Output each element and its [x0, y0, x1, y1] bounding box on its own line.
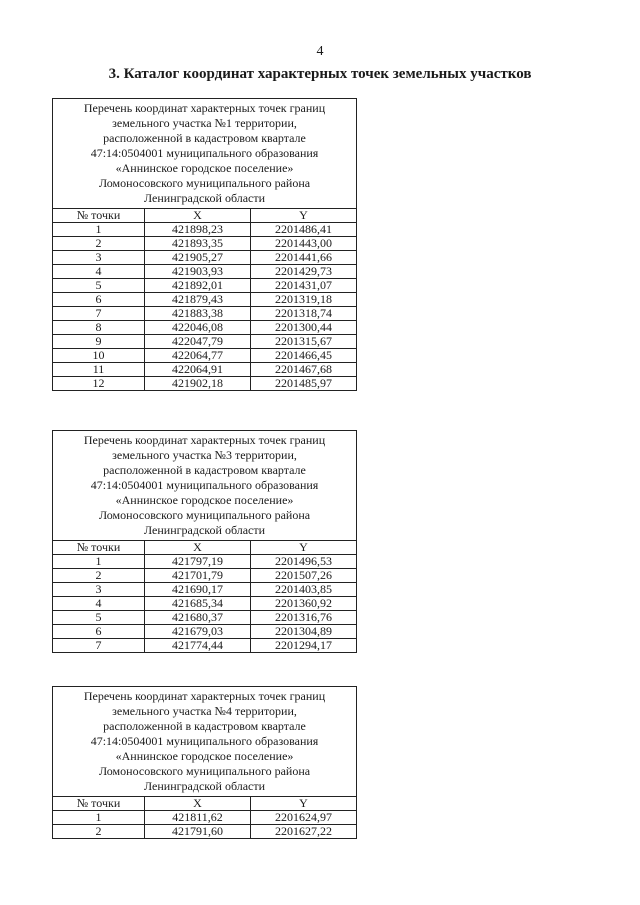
caption-line: земельного участка №4 территории,	[112, 704, 297, 718]
section-title: 3. Каталог координат характерных точек земельных участков	[108, 66, 532, 82]
y-coordinate-cell: 2201316,76	[251, 611, 357, 625]
x-coordinate-cell: 421701,79	[145, 569, 251, 583]
coordinates-table-plot-3	[52, 430, 357, 653]
page-number: 4	[316, 44, 324, 59]
x-coordinate-cell: 421679,03	[145, 625, 251, 639]
caption-line: расположенной в кадастровом квартале	[103, 719, 306, 733]
x-coordinate-cell: 422047,79	[145, 335, 251, 349]
caption-line: 47:14:0504001 муниципального образования	[90, 734, 319, 748]
table-row	[53, 293, 357, 307]
point-number-cell: 12	[53, 377, 145, 391]
x-coordinate-cell: 421905,27	[145, 251, 251, 265]
column-header-point: № точки	[53, 209, 145, 223]
table-row	[53, 611, 357, 625]
x-coordinate-cell: 421898,23	[145, 223, 251, 237]
table-row	[53, 363, 357, 377]
column-header-x: X	[145, 541, 251, 555]
point-number-cell: 1	[53, 223, 145, 237]
point-number-cell: 2	[53, 569, 145, 583]
caption-line: Перечень координат характерных точек границ	[83, 689, 326, 703]
x-coordinate-cell: 422064,77	[145, 349, 251, 363]
table-row	[53, 265, 357, 279]
table-row	[53, 825, 357, 839]
x-coordinate-cell: 422046,08	[145, 321, 251, 335]
y-coordinate-cell: 2201318,74	[251, 307, 357, 321]
y-coordinate-cell: 2201466,45	[251, 349, 357, 363]
column-header-point: № точки	[53, 541, 145, 555]
table-row	[53, 583, 357, 597]
column-header-x: X	[145, 209, 251, 223]
caption-line: земельного участка №1 территории,	[112, 116, 297, 130]
table-row	[53, 597, 357, 611]
caption-line: расположенной в кадастровом квартале	[103, 463, 306, 477]
table-row	[53, 569, 357, 583]
point-number-cell: 1	[53, 555, 145, 569]
y-coordinate-cell: 2201496,53	[251, 555, 357, 569]
column-header-x: X	[145, 797, 251, 811]
y-coordinate-cell: 2201304,89	[251, 625, 357, 639]
x-coordinate-cell: 421797,19	[145, 555, 251, 569]
caption-line: Ломоносовского муниципального района	[98, 764, 311, 778]
y-coordinate-cell: 2201315,67	[251, 335, 357, 349]
point-number-cell: 10	[53, 349, 145, 363]
y-coordinate-cell: 2201485,97	[251, 377, 357, 391]
table-row	[53, 321, 357, 335]
x-coordinate-cell: 421883,38	[145, 307, 251, 321]
y-coordinate-cell: 2201507,26	[251, 569, 357, 583]
y-coordinate-cell: 2201403,85	[251, 583, 357, 597]
point-number-cell: 8	[53, 321, 145, 335]
y-coordinate-cell: 2201627,22	[251, 825, 357, 839]
y-coordinate-cell: 2201431,07	[251, 279, 357, 293]
caption-line: «Аннинское городское поселение»	[115, 749, 294, 763]
table-body	[53, 223, 357, 391]
caption-line: «Аннинское городское поселение»	[115, 493, 294, 507]
caption-line: Перечень координат характерных точек границ	[83, 101, 326, 115]
table-caption	[53, 687, 357, 797]
caption-line: Ленинградской области	[143, 779, 266, 793]
column-header-y: Y	[251, 797, 357, 811]
x-coordinate-cell: 421690,17	[145, 583, 251, 597]
column-header-point: № точки	[53, 797, 145, 811]
x-coordinate-cell: 421902,18	[145, 377, 251, 391]
point-number-cell: 6	[53, 293, 145, 307]
y-coordinate-cell: 2201624,97	[251, 811, 357, 825]
caption-line: Ленинградской области	[143, 191, 266, 205]
y-coordinate-cell: 2201294,17	[251, 639, 357, 653]
y-coordinate-cell: 2201486,41	[251, 223, 357, 237]
caption-line: Перечень координат характерных точек границ	[83, 433, 326, 447]
coordinates-table-plot-4	[52, 686, 357, 839]
table-row	[53, 251, 357, 265]
x-coordinate-cell: 422064,91	[145, 363, 251, 377]
point-number-cell: 4	[53, 265, 145, 279]
column-header-y: Y	[251, 541, 357, 555]
caption-line: «Аннинское городское поселение»	[115, 161, 294, 175]
caption-line: Ломоносовского муниципального района	[98, 508, 311, 522]
table-row	[53, 377, 357, 391]
x-coordinate-cell: 421685,34	[145, 597, 251, 611]
table-caption	[53, 99, 357, 209]
caption-line: земельного участка №3 территории,	[112, 448, 297, 462]
caption-line: расположенной в кадастровом квартале	[103, 131, 306, 145]
caption-line: Ленинградской области	[143, 523, 266, 537]
y-coordinate-cell: 2201467,68	[251, 363, 357, 377]
table-row	[53, 335, 357, 349]
table-row	[53, 555, 357, 569]
table-row	[53, 625, 357, 639]
y-coordinate-cell: 2201300,44	[251, 321, 357, 335]
table-row	[53, 639, 357, 653]
point-number-cell: 2	[53, 825, 145, 839]
table-row	[53, 279, 357, 293]
x-coordinate-cell: 421893,35	[145, 237, 251, 251]
table-row	[53, 237, 357, 251]
point-number-cell: 11	[53, 363, 145, 377]
y-coordinate-cell: 2201429,73	[251, 265, 357, 279]
x-coordinate-cell: 421680,37	[145, 611, 251, 625]
point-number-cell: 9	[53, 335, 145, 349]
caption-line: 47:14:0504001 муниципального образования	[90, 478, 319, 492]
caption-line: Ломоносовского муниципального района	[98, 176, 311, 190]
y-coordinate-cell: 2201443,00	[251, 237, 357, 251]
x-coordinate-cell: 421892,01	[145, 279, 251, 293]
x-coordinate-cell: 421811,62	[145, 811, 251, 825]
coordinates-table-plot-1	[52, 98, 357, 391]
table-row	[53, 307, 357, 321]
point-number-cell: 7	[53, 307, 145, 321]
point-number-cell: 5	[53, 611, 145, 625]
table-row	[53, 811, 357, 825]
x-coordinate-cell: 421903,93	[145, 265, 251, 279]
x-coordinate-cell: 421774,44	[145, 639, 251, 653]
y-coordinate-cell: 2201319,18	[251, 293, 357, 307]
x-coordinate-cell: 421879,43	[145, 293, 251, 307]
table-row	[53, 223, 357, 237]
table-row	[53, 349, 357, 363]
point-number-cell: 2	[53, 237, 145, 251]
point-number-cell: 3	[53, 583, 145, 597]
y-coordinate-cell: 2201360,92	[251, 597, 357, 611]
caption-line: 47:14:0504001 муниципального образования	[90, 146, 319, 160]
point-number-cell: 3	[53, 251, 145, 265]
point-number-cell: 1	[53, 811, 145, 825]
point-number-cell: 7	[53, 639, 145, 653]
table-caption	[53, 431, 357, 541]
point-number-cell: 4	[53, 597, 145, 611]
point-number-cell: 5	[53, 279, 145, 293]
table-body	[53, 811, 357, 839]
x-coordinate-cell: 421791,60	[145, 825, 251, 839]
table-body	[53, 555, 357, 653]
point-number-cell: 6	[53, 625, 145, 639]
column-header-y: Y	[251, 209, 357, 223]
y-coordinate-cell: 2201441,66	[251, 251, 357, 265]
